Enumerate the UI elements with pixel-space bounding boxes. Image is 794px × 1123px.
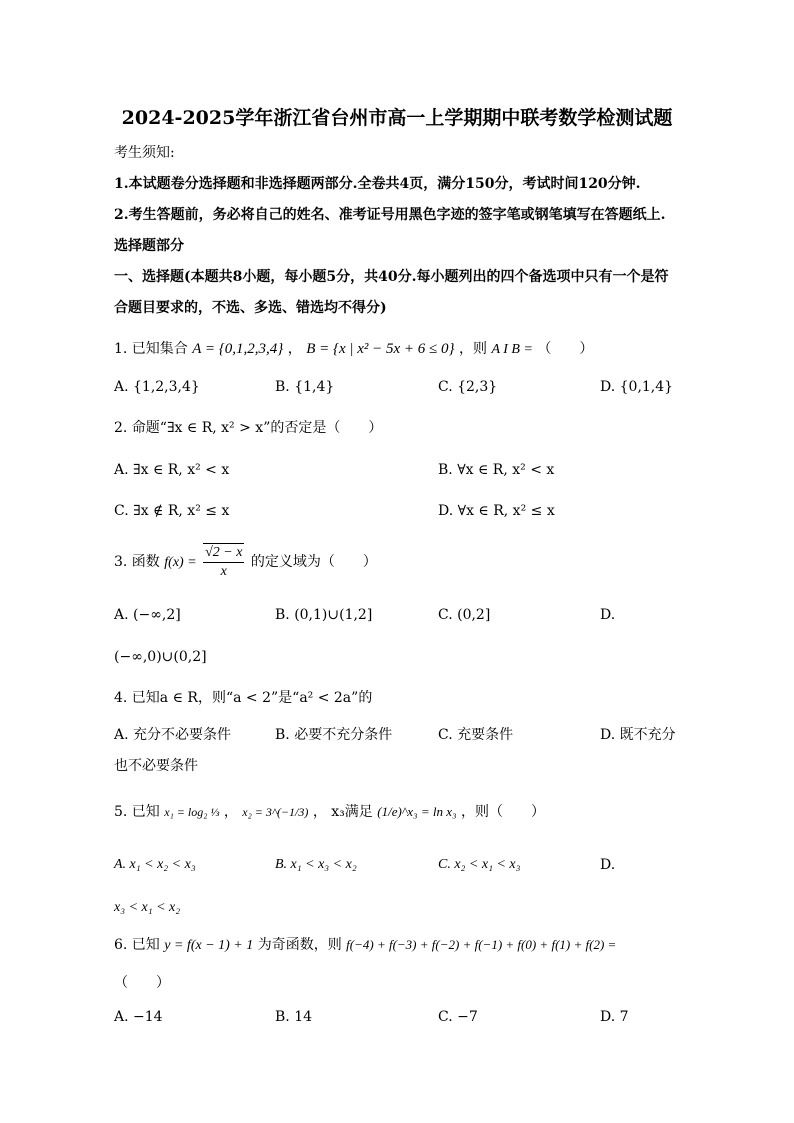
question-1-option-b: B. {1,4} <box>275 379 335 395</box>
question-1-option-d: D. {0,1,4} <box>600 379 674 395</box>
question-3-option-b: B. (0,1)∪(1,2] <box>275 607 373 623</box>
question-3-option-d: D. <box>600 607 616 623</box>
question-1-stem <box>114 340 593 359</box>
question-5-stem-text: ，则（ ） <box>460 804 545 820</box>
question-3-fraction <box>203 543 244 581</box>
question-4-option-d-wrap: 也不必要条件 <box>114 758 198 774</box>
question-3-denominator: x <box>220 564 227 579</box>
question-3-numerator: √2 − x <box>203 543 244 563</box>
question-5-x3-equation: (1/e)^x₃ = ln x₃ <box>377 804 457 819</box>
question-5-option-c: C. x₂ < x₁ < x₃ <box>438 857 521 872</box>
question-6-option-d: D. 7 <box>600 1009 629 1025</box>
question-3-option-d-content: (−∞,0)∪(0,2] <box>114 649 207 665</box>
question-5-option-b: B. x₁ < x₃ < x₂ <box>275 857 357 872</box>
question-3-stem-text: 的定义域为（ ） <box>250 554 377 570</box>
section-intro-line1: 一、选择题(本题共8小题，每小题5分，共40分.每小题列出的四个备选项中只有一个是符 <box>114 269 669 285</box>
question-6-option-b: B. 14 <box>275 1009 313 1025</box>
question-5-x3-text: x₃满足 <box>331 804 373 820</box>
question-1-set-a: A = {0,1,2,3,4} <box>192 341 284 357</box>
question-1-paren: （ ） <box>537 341 594 357</box>
question-2-option-b: B. ∀x ∈ R, x² < x <box>438 462 555 478</box>
section-label: 选择题部分 <box>114 238 184 254</box>
question-5-option-a: A. x₁ < x₂ < x₃ <box>114 857 196 872</box>
question-4-stem: 4. 已知a ∈ R，则“a < 2”是“a² < 2a”的 <box>114 690 373 706</box>
question-5-stem <box>114 803 545 821</box>
page-title: 2024-2025学年浙江省台州市高一上学期期中联考数学检测试题 <box>121 107 673 129</box>
question-6-sum: f(−4) + f(−3) + f(−2) + f(−1) + f(0) + f(1) + f(2) = <box>346 937 617 952</box>
question-1-stem-text: ，则 <box>459 341 487 357</box>
question-2-option-c: C. ∃x ∉ R, x² ≤ x <box>114 503 230 519</box>
question-6-option-c: C. −7 <box>438 1009 478 1025</box>
question-5-number: 5. 已知 <box>114 804 160 820</box>
question-4-option-d: D. 既不充分 <box>600 727 676 743</box>
question-6-stem-text: 为奇函数，则 <box>257 937 342 953</box>
notice-item-2: 2.考生答题前，务必将自己的姓名、准考证号用黑色字迹的签字笔或钢笔填写在答题纸上. <box>114 207 666 223</box>
question-3-stem <box>114 542 377 583</box>
question-2-option-d: D. ∀x ∈ R, x² ≤ x <box>438 503 555 519</box>
question-2-option-a: A. ∃x ∈ R, x² < x <box>114 462 230 478</box>
question-1-comma: ， <box>287 341 302 357</box>
question-6-paren: （ ） <box>114 975 170 991</box>
question-3-number: 3. 函数 <box>114 554 160 570</box>
question-1-expression: A I B = <box>491 342 533 357</box>
question-3-option-c: C. (0,2] <box>438 607 491 623</box>
question-5-x1: x₁ = log₂ ⅓ <box>164 805 220 819</box>
question-2-stem: 2. 命题“∃x ∈ R, x² > x”的否定是（ ） <box>114 420 383 436</box>
question-4-option-a: A. 充分不必要条件 <box>114 727 232 743</box>
section-intro-line2: 合题目要求的，不选、多选、错选均不得分) <box>114 300 387 316</box>
question-6-stem <box>114 936 616 955</box>
notice-heading: 考生须知: <box>114 145 175 161</box>
question-6-option-a: A. −14 <box>114 1009 163 1025</box>
question-1-option-a: A. {1,2,3,4} <box>114 379 200 395</box>
notice-item-1: 1.本试题卷分选择题和非选择题两部分.全卷共4页，满分150分，考试时间120分钟. <box>114 176 641 192</box>
question-5-option-d: D. <box>600 857 616 873</box>
question-5-x2: x₂ = 3^(−1/3) <box>242 805 309 819</box>
question-5-sep2: ， <box>312 804 327 820</box>
question-4-option-c: C. 充要条件 <box>438 727 514 743</box>
question-5-option-d-content: x₃ < x₁ < x₂ <box>114 900 181 915</box>
question-5-sep1: ， <box>223 804 238 820</box>
question-6-function: y = f(x − 1) + 1 <box>164 938 254 953</box>
question-1-number: 1. 已知集合 <box>114 341 188 357</box>
question-1-set-b: B = {x | x² − 5x + 6 ≤ 0} <box>306 341 455 357</box>
question-3-function: f(x) = <box>164 555 197 570</box>
question-6-number: 6. 已知 <box>114 937 160 953</box>
question-1-option-c: C. {2,3} <box>438 379 498 395</box>
question-3-option-a: A. (−∞,2] <box>114 607 181 623</box>
question-4-option-b: B. 必要不充分条件 <box>275 727 393 743</box>
